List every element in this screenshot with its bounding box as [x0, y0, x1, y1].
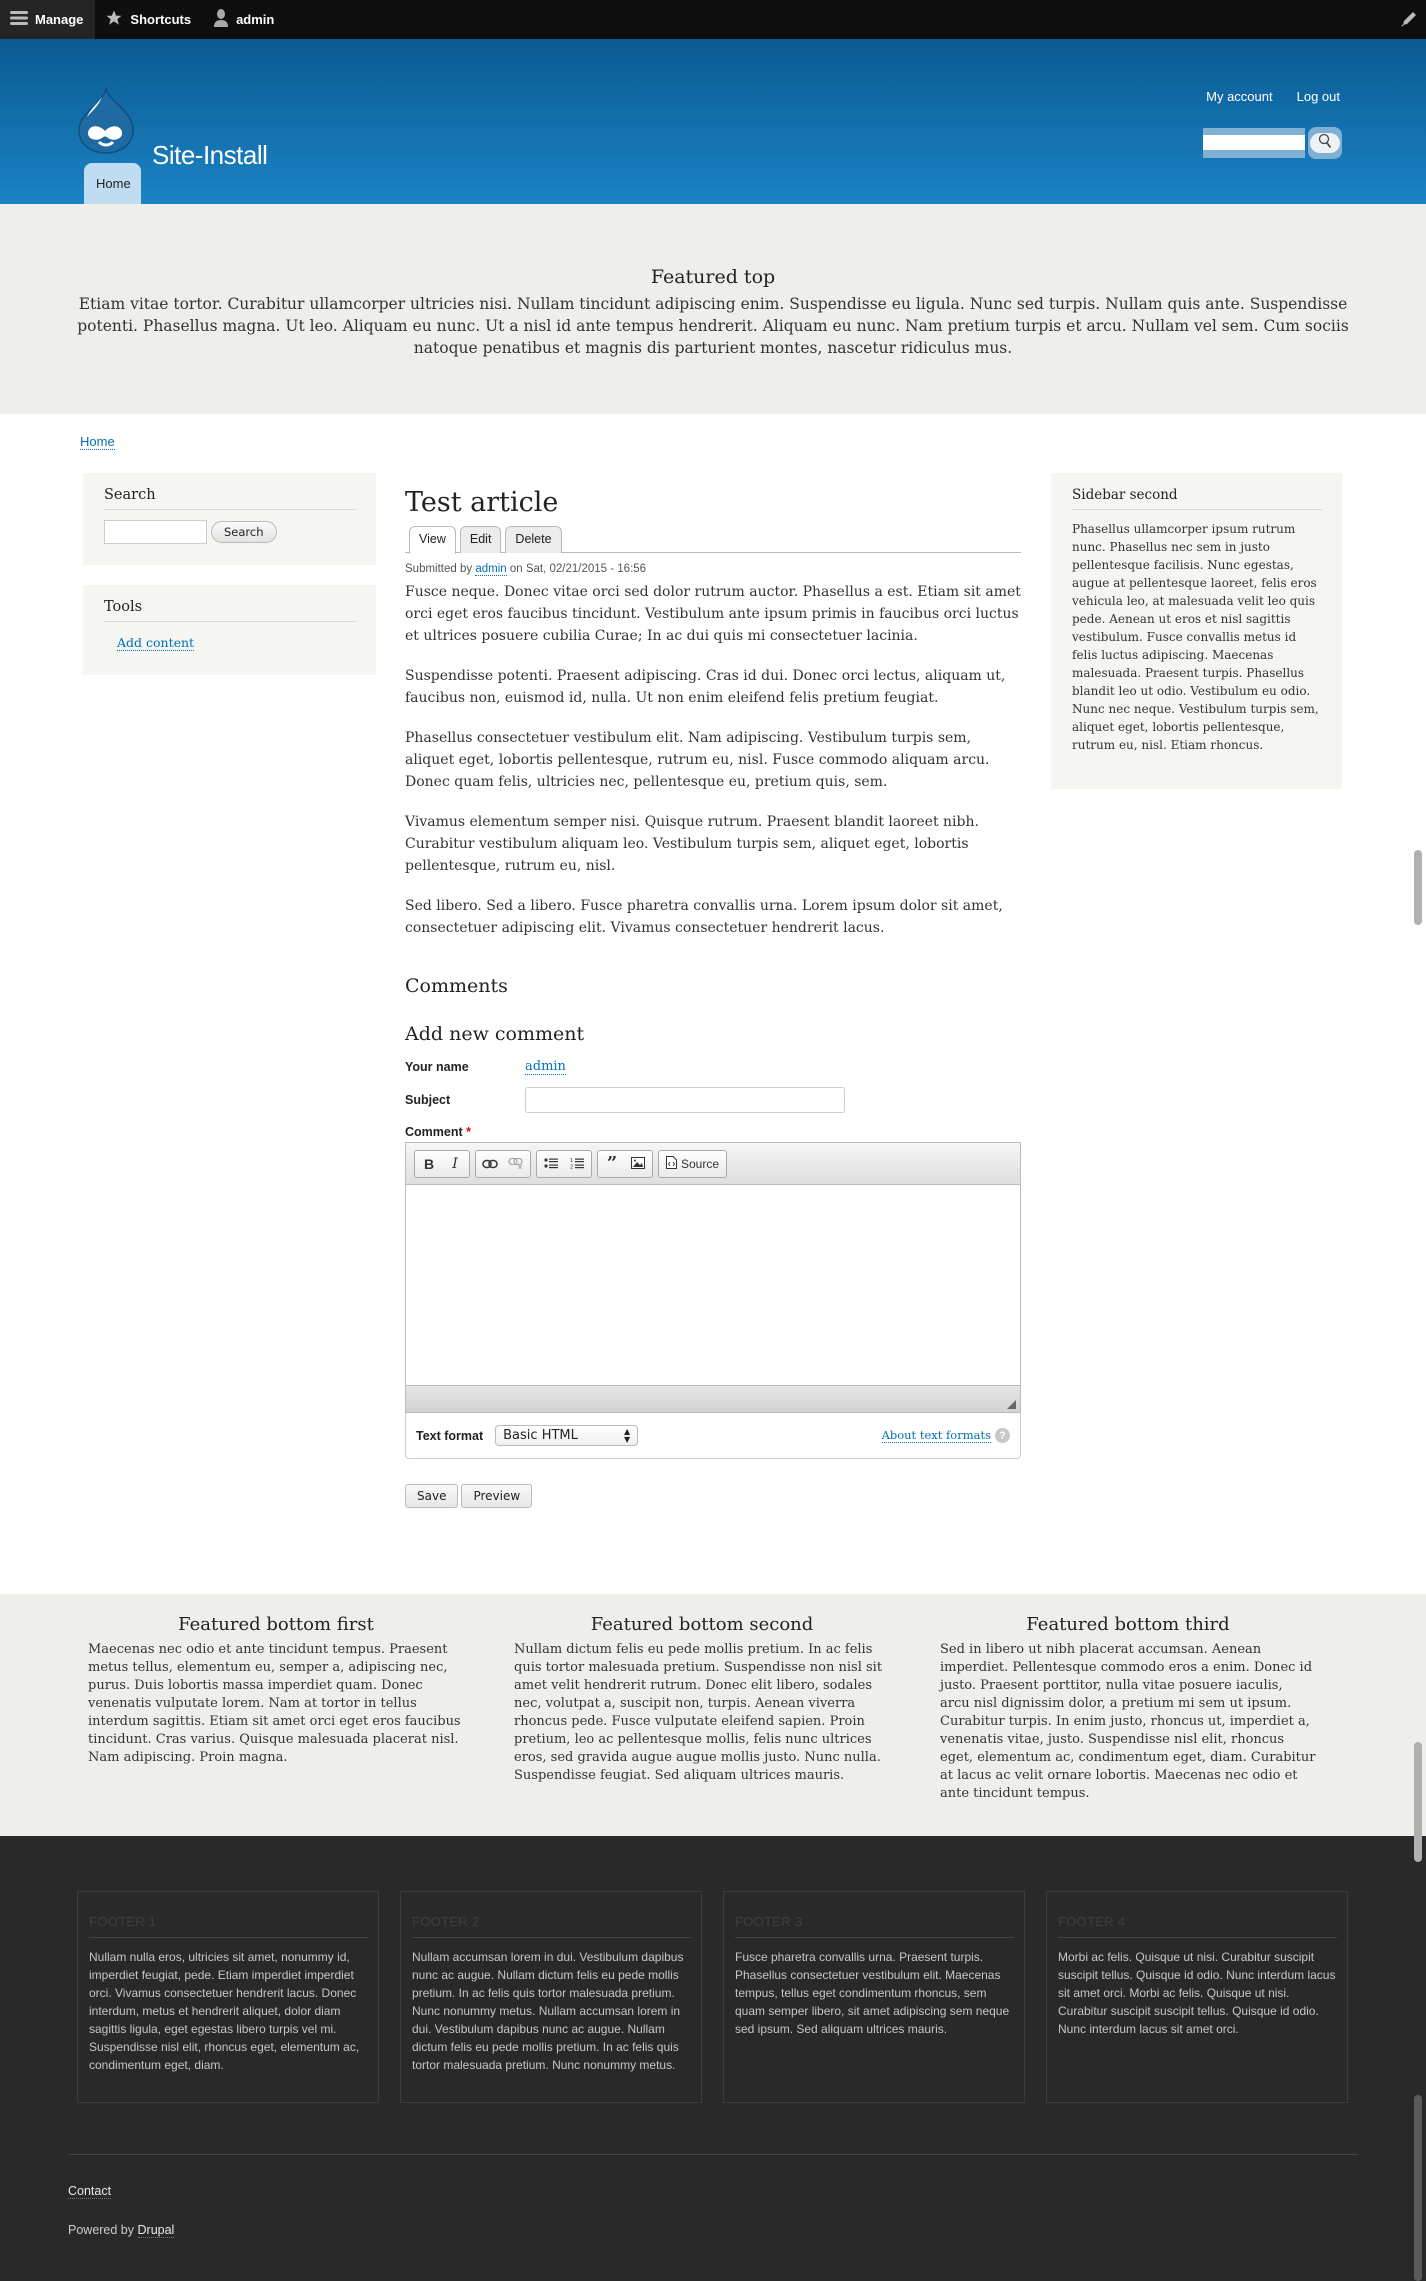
featured-bottom-region [0, 1594, 1426, 1836]
scrollbar-thumb[interactable] [1414, 1742, 1422, 1862]
link-button[interactable] [480, 1154, 500, 1174]
user-icon [213, 9, 229, 30]
your-name-link[interactable]: admin [525, 1059, 566, 1074]
subject-row [405, 1087, 1021, 1113]
bulleted-list-button[interactable] [541, 1154, 561, 1174]
sidebar-second-text: Phasellus ullamcorper ipsum rutrum nunc. Phasellus nec sem in justo pellentesque facilisis. Nunc egestas, augue at pellentesque laoreet, felis eros vehicula leo, at malesuada velit leo quis pede. Aenean ut eros et nisl sagittis vestibulum. Fusce convallis metus id felis luctus adipiscing. Maecenas malesuada. Praesent turpis. Phasellus blandit leo ut odio. Vestibulum eu odio. Nunc nec neque. Vestibulum turpis sem, aliquet eget, lobortis pellentesque, rutrum eu, nisl. Etiam rhoncus. [1072, 522, 1319, 752]
resize-grip-icon[interactable] [1007, 1400, 1016, 1409]
featured-bottom-title: Featured bottom first [178, 1614, 374, 1635]
author-link[interactable]: admin [475, 563, 507, 575]
bold-button[interactable] [419, 1154, 439, 1174]
footer-block-3 [723, 1891, 1025, 2103]
edit-pencil-button[interactable] [1400, 10, 1418, 31]
blockquote-button[interactable] [602, 1154, 622, 1174]
submitted-info [405, 563, 1021, 575]
featured-bottom-first [88, 1614, 464, 1836]
pencil-icon [1400, 16, 1418, 31]
toolbar-user-label: admin [236, 12, 275, 27]
featured-bottom-title: Featured bottom second [590, 1614, 814, 1635]
tab-delete[interactable]: Delete [505, 526, 561, 553]
powered-by [68, 2223, 174, 2237]
sidebar-search-input[interactable] [104, 520, 207, 544]
footer-block-text: Nullam nulla eros, ultricies sit amet, nonummy id, imperdiet feugiat, pede. Etiam imperdiet imperdiet orci. Vivamus consectetuer hendrerit lacus. Donec interdum, metus et hendrerit aliquet, dolor diam sagittis ligula, eget egestas libero turpis vel mi. Suspendisse nisl elit, rhoncus eget, elementum ac, condimentum eget, diam. [89, 1950, 360, 2072]
header-search-button[interactable] [1308, 127, 1342, 159]
tab-edit[interactable]: Edit [460, 526, 502, 553]
your-name-label: Your name [405, 1060, 469, 1074]
header-search-form [1203, 127, 1342, 159]
site-logo[interactable] [76, 87, 136, 159]
tools-block [83, 585, 376, 675]
editor-toolbar [406, 1143, 1020, 1185]
site-name[interactable]: Site-Install [152, 140, 268, 170]
comment-editor [405, 1142, 1021, 1413]
local-tasks-tabs [405, 526, 1021, 553]
save-button[interactable]: Save [405, 1484, 458, 1508]
featured-top-text: Etiam vitae tortor. Curabitur ullamcorper ultricies nisi. Nullam tincidunt adipiscing enim. Suspendisse eu ligula. Nunc sed turpis. Nullam quis ante. Suspendisse potenti. Phasellus magna. Ut leo. Aliquam eu nunc. Ut a nisl id ante tempus hendrerit. Aliquam eu nunc. Nam pretium turpis et arcu. Nullam vel sem. Cum sociis natoque penatibus et magnis dis parturient montes, nascetur ridiculus mus. [77, 295, 1349, 357]
tab-view[interactable]: View [409, 526, 456, 554]
required-marker: * [466, 1125, 472, 1139]
toolbar-manage[interactable] [0, 0, 95, 39]
svg-text:1: 1 [570, 1157, 574, 1164]
featured-bottom-second [514, 1614, 890, 1836]
preview-button[interactable]: Preview [461, 1484, 532, 1508]
sidebar-second-block [1051, 473, 1342, 789]
featured-bottom-text: Maecenas nec odio et ante tincidunt tempus. Praesent metus tellus, elementum eu, semper a, adipiscing nec, purus. Duis lobortis massa imperdiet quam. Donec venenatis vulputate lorem. Nam at tortor in tellus interdum sagittis. Etiam sit amet orci eget eros faucibus tincidunt. Cras varius. Quisque malesuada placerat nisl. Nam adipiscing. Proin magna. [88, 1642, 461, 1765]
admin-toolbar [0, 0, 1426, 39]
body-paragraph: Vivamus elementum semper nisi. Quisque rutrum. Praesent blandit laoreet nibh. Curabitur vestibulum aliquam leo. Vestibulum turpis sem, aliquet eget, lobortis pellentesque, rutrum eu, nisl. [405, 814, 979, 874]
scrollbar-thumb[interactable] [1414, 2095, 1422, 2281]
main-menu-home[interactable]: Home [84, 163, 141, 204]
comment-editor-area[interactable] [406, 1185, 1020, 1385]
toolbar-manage-label: Manage [35, 12, 84, 27]
comments-title: Comments [405, 975, 508, 997]
footer-block-4 [1046, 1891, 1348, 2103]
about-text-formats-link[interactable]: About text formats [881, 1428, 991, 1442]
footer-block-title: FOOTER 4 [1058, 1914, 1337, 1938]
body-paragraph: Fusce neque. Donec vitae orci sed dolor rutrum auctor. Phasellus a est. Etiam sit amet orci eget eros faucibus tincidunt. Vestibulum ante ipsum primis in faucibus orci luctus et ultrices posuere cubilia Curae; In ac dui quis mi consectetuer lacinia. [405, 584, 1021, 644]
add-comment-title: Add new comment [405, 1023, 585, 1045]
log-out-link[interactable]: Log out [1296, 89, 1340, 104]
breadcrumb-home[interactable]: Home [80, 434, 115, 449]
sidebar-second-title: Sidebar second [1072, 487, 1322, 510]
drupal-drop-icon [76, 140, 136, 159]
footer-block-title: FOOTER 2 [412, 1914, 691, 1938]
add-content-link[interactable]: Add content [117, 635, 195, 650]
footer-divider [68, 2154, 1358, 2155]
featured-bottom-text: Nullam dictum felis eu pede mollis pretium. In ac felis quis tortor malesuada pretium. Suspendisse non nisl sit amet velit hendrerit rutrum. Donec elit libero, sodales nec, volutpat a, suscipit non, turpis. Aenean viverra rhoncus pede. Fusce vulputate eleifend sapien. Proin pretium, leo ac pellentesque mollis, felis nunc ultrices eros, sed gravida augue augue mollis justo. Nunc nulla. Suspendisse feugiat. Sed aliquam ultrices mauris. [514, 1642, 883, 1783]
source-button[interactable] [663, 1156, 722, 1172]
italic-icon: I [452, 1155, 458, 1172]
editor-group-format [414, 1150, 470, 1178]
blockquote-icon: ” [606, 1152, 618, 1174]
search-block-title: Search [104, 487, 356, 510]
drupal-link[interactable]: Drupal [137, 2223, 175, 2237]
main-menu [84, 163, 141, 204]
secondary-menu [1206, 89, 1340, 104]
search-block [83, 473, 376, 565]
numbered-list-button[interactable] [567, 1154, 587, 1174]
magnifier-icon [1318, 133, 1332, 153]
numbered-list-icon [570, 1156, 584, 1172]
image-icon [631, 1156, 645, 1172]
main-content [405, 487, 1021, 1508]
footer-block-1 [77, 1891, 379, 2103]
editor-resize-bar [406, 1385, 1020, 1412]
featured-bottom-text: Sed in libero ut nibh placerat accumsan. Aenean imperdiet. Pellentesque commodo eros a enim. Donec id justo. Praesent porttitor, nulla vitae posuere iaculis, arcu nisl dignissim dolor, a pretium mi sem ut ipsum. Curabitur turpis. In enim justo, rhoncus ut, imperdiet a, venenatis vitae, justo. Suspendisse nisl elit, rhoncus eget, elementum ac, condimentum eget, diam. Curabitur at lacus ac velit ornare lobortis. Maecenas nec odio et ante tincidunt tempus. [940, 1642, 1316, 1801]
svg-text:2: 2 [570, 1164, 574, 1169]
text-format-label: Text format [416, 1428, 484, 1443]
header-search-input[interactable] [1203, 128, 1305, 158]
your-name-row [405, 1059, 1021, 1075]
editor-group-media [597, 1150, 653, 1178]
powered-by-text: Powered by [68, 2223, 135, 2237]
site-header [0, 39, 1426, 204]
body-paragraph: Sed libero. Sed a libero. Fusce pharetra convallis urna. Lorem ipsum dolor sit amet, consectetuer adipiscing elit. Vivamus consectetuer hendrerit lacus. [405, 898, 1003, 936]
footer-block-2 [400, 1891, 702, 2103]
featured-top-title: Featured top [650, 266, 776, 288]
text-format-select[interactable] [495, 1425, 638, 1446]
sidebar-search-button[interactable]: Search [211, 521, 277, 543]
source-label: Source [681, 1156, 720, 1171]
site-footer [0, 1836, 1426, 2281]
image-button[interactable] [628, 1154, 648, 1174]
page-title: Test article [405, 487, 559, 518]
breadcrumb [80, 434, 115, 449]
link-icon [482, 1156, 498, 1172]
source-file-icon [666, 1156, 677, 1172]
unlink-icon [508, 1156, 524, 1172]
text-format-value: Basic HTML [503, 1428, 578, 1443]
help-icon[interactable]: ? [995, 1428, 1010, 1443]
body-paragraph: Phasellus consectetuer vestibulum elit. Nam adipiscing. Vestibulum turpis sem, aliquet eget, lobortis pellentesque, rutrum eu, nisl. Fusce commodo aliquam arcu. Donec quam felis, ultricies nec, pellentesque eu, pretium quis, sem. [405, 730, 990, 790]
subject-input[interactable] [525, 1087, 845, 1113]
comment-label-text: Comment [405, 1125, 463, 1139]
footer-block-text: Nullam accumsan lorem in dui. Vestibulum dapibus nunc ac augue. Nullam dictum felis eu pede mollis pretium. In ac felis quis tortor malesuada pretium. Nunc nonummy metus. Nullam accumsan lorem in dui. Vestibulum dapibus nunc ac augue. Nullam dictum felis eu pede mollis pretium. In ac felis quis tortor malesuada pretium. Nunc nonummy metus. [412, 1950, 684, 2072]
footer-block-text: Morbi ac felis. Quisque ut nisi. Curabitur suscipit suscipit tellus. Quisque id odio. Nunc interdum lacus sit amet orci. Morbi ac felis. Quisque ut nisi. Curabitur suscipit suscipit tellus. Quisque id odio. Nunc interdum lacus sit amet orci. [1058, 1950, 1336, 2036]
star-icon [105, 9, 123, 30]
subject-label: Subject [405, 1093, 451, 1107]
my-account-link[interactable]: My account [1206, 89, 1273, 104]
scrollbar-thumb[interactable] [1414, 850, 1422, 925]
italic-button[interactable] [445, 1154, 465, 1174]
toolbar-user[interactable] [203, 0, 286, 39]
editor-group-source [658, 1150, 727, 1178]
tools-block-title: Tools [104, 599, 356, 622]
footer-block-title: FOOTER 3 [735, 1914, 1014, 1938]
submitted-date: on Sat, 02/21/2015 - 16:56 [509, 563, 647, 575]
footer-blocks [77, 1891, 1348, 2103]
bold-icon: B [423, 1155, 435, 1172]
editor-group-lists [536, 1150, 592, 1178]
toolbar-shortcuts[interactable] [95, 0, 203, 39]
unlink-button[interactable] [506, 1154, 526, 1174]
comment-label [405, 1125, 1021, 1139]
bulleted-list-icon [544, 1156, 558, 1172]
featured-bottom-third [940, 1614, 1316, 1836]
select-arrows-icon: ▲ ▼ [623, 1426, 631, 1444]
footer-block-title: FOOTER 1 [89, 1914, 368, 1938]
submitted-prefix: Submitted by [405, 563, 473, 575]
featured-top-region [0, 204, 1426, 414]
footer-block-text: Fusce pharetra convallis urna. Praesent turpis. Phasellus consectetuer vestibulum elit. Maecenas tempus, tellus eget condimentum rhoncus, sem quam semper libero, sit amet adipiscing sem neque sed ipsum. Sed aliquam ultrices mauris. [735, 1950, 1010, 2036]
featured-bottom-title: Featured bottom third [1026, 1614, 1230, 1635]
body-paragraph: Suspendisse potenti. Praesent adipiscing. Cras id dui. Donec orci lectus, aliquam ut, faucibus non, euismod id, nulla. Ut non enim eleifend felis pretium feugiat. [405, 668, 1006, 706]
toolbar-shortcuts-label: Shortcuts [130, 12, 192, 27]
editor-group-link [475, 1150, 531, 1178]
text-format-wrapper [405, 1413, 1021, 1459]
footer-menu [68, 2184, 111, 2198]
form-actions [405, 1484, 1021, 1508]
contact-link[interactable]: Contact [68, 2184, 112, 2198]
hamburger-icon [10, 10, 28, 29]
